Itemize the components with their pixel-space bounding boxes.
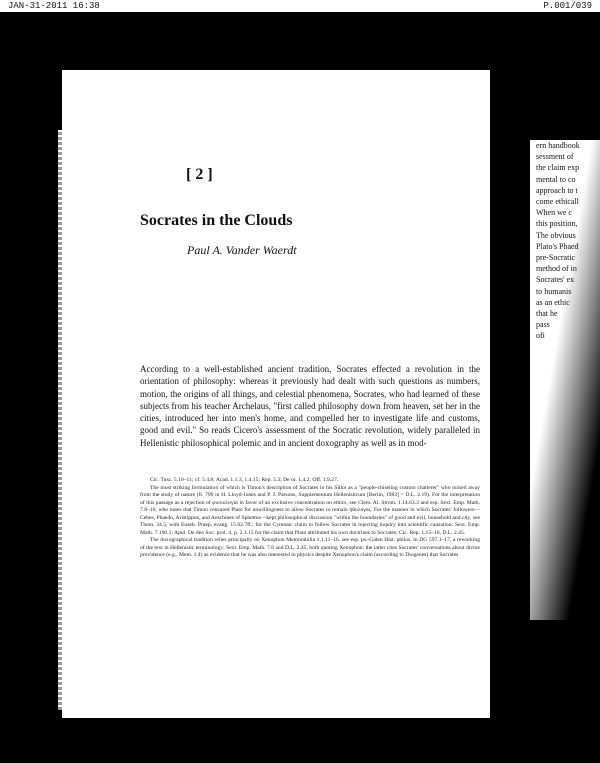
facing-page-line: ern handbook xyxy=(536,141,580,150)
footnotes xyxy=(140,477,480,560)
facing-page-line: to humanis xyxy=(536,286,572,296)
facing-page-line: When we c xyxy=(536,208,572,218)
facing-page-line: this position, xyxy=(536,219,578,229)
fax-page-number: P.001/039 xyxy=(543,1,592,11)
facing-page-line: as an ethic xyxy=(536,297,570,307)
facing-page-line: the claim exp xyxy=(536,163,580,173)
facing-page-line: ofi xyxy=(536,331,545,341)
fax-timestamp: JAN-31-2011 16:38 xyxy=(8,1,100,11)
facing-page-line: Socrates' ex xyxy=(536,275,575,285)
facing-page-line: pass xyxy=(536,320,550,330)
chapter-title: Socrates in the Clouds xyxy=(140,212,293,229)
facing-page-fragment xyxy=(530,140,600,620)
scanned-page xyxy=(62,70,490,718)
facing-page-line: The obvious xyxy=(536,230,576,240)
facing-page-line: Plato's Phaed xyxy=(536,241,579,251)
facing-page-line: come ethicall xyxy=(536,197,579,207)
footnote: The most striking formulation of which is Timon's description of Socrates in his Silloi as a "people-chiseling custom chatterer" who turned away from the study of nature (fr. 799 in H. Lloyd-Jones and P. J. Parsons, Supplementum Hellenisticum [Berlin, 1983] = D.L. 2.19). For the interpretation of this passage as a rejection of φυσιολογία in favor of an exclusive concentration on ethics, see Clem. Al. Strom. 1.14.63.3 and esp. Sext. Emp. Math. 7.8–10, who notes that Timon censured Plato for unwillingness to allow Socrates to remain ἠθολόγος. For the manner in which Socrates' followers—Cebes, Phaedo, Aristippus, and Aeschines of Sphettus—kept philosophical discussion "within the boundaries" of good and evil, household and city, see Them. 34.5, with Euseb. Praep. evang. 15.62.7ff.; for the Cyrenaic claim to follow Socrates in rejecting inquiry into scientific causation: Sext. Emp. Math. 7.190.1; Apul. De deo Soc. prol. 4, p. 2.1.15 for the claim that Plato attributed his own doctrines to Socrates: Cic. Rep. 1.15–16, D.L. 2.45. xyxy=(140,484,480,536)
facing-page-line: mental to co xyxy=(536,174,576,184)
fax-header xyxy=(0,0,600,12)
facing-page-line: that he xyxy=(536,309,558,319)
facing-page-line: pre-Socratic xyxy=(536,253,576,263)
chapter-number: [ 2 ] xyxy=(186,166,213,183)
facing-page-line: approach to t xyxy=(536,185,578,195)
footnote: Cic. Tusc. 5.10–11; cf. 5.4.8; Acad. 1.1.3, 1.4.15; Rep. 5.3; De or. 1.4.2; Off. 1.9.27. xyxy=(150,477,339,483)
facing-page-line: method of in xyxy=(536,264,577,274)
facing-page-line: sessment of xyxy=(536,152,574,162)
body-paragraph: According to a well-established ancient tradition, Socrates effected a revolution in the orientation of philosophy: whereas it previously had dealt with such questions as numbers, motion, the origins of all things, and celestial phenomena, Socrates, who had learned of these subjects from his teacher Archelaus, "first called philosophy down from heaven, set her in the cities, introduced her into men's home, and compelled her to investigate life and customs, good and evil." So reads Cicero's assessment of the Socratic revolution, widely paralleled in Hellenistic philosophical polemic and in ancient doxography as well as in mod- xyxy=(140,364,480,448)
footnote: The doxographical tradition relies principally on Xenophon Memorabilia 1.1.11–16. see esp. ps.-Galen Hist. philos. in DG 597.1–17, a reworking of the text in Hellenistic terminology; Sext. Emp. Math. 7.8 and D.L. 2.45, both quoting Xenophon: the latter cites Socrates' conversations about divine providence (e.g., Mem. 1.4) as evidence that he was also interested in physics despite Xenophon's claim (according to Diogenes) that Socrates xyxy=(140,537,480,558)
chapter-author: Paul A. Vander Waerdt xyxy=(187,243,297,257)
